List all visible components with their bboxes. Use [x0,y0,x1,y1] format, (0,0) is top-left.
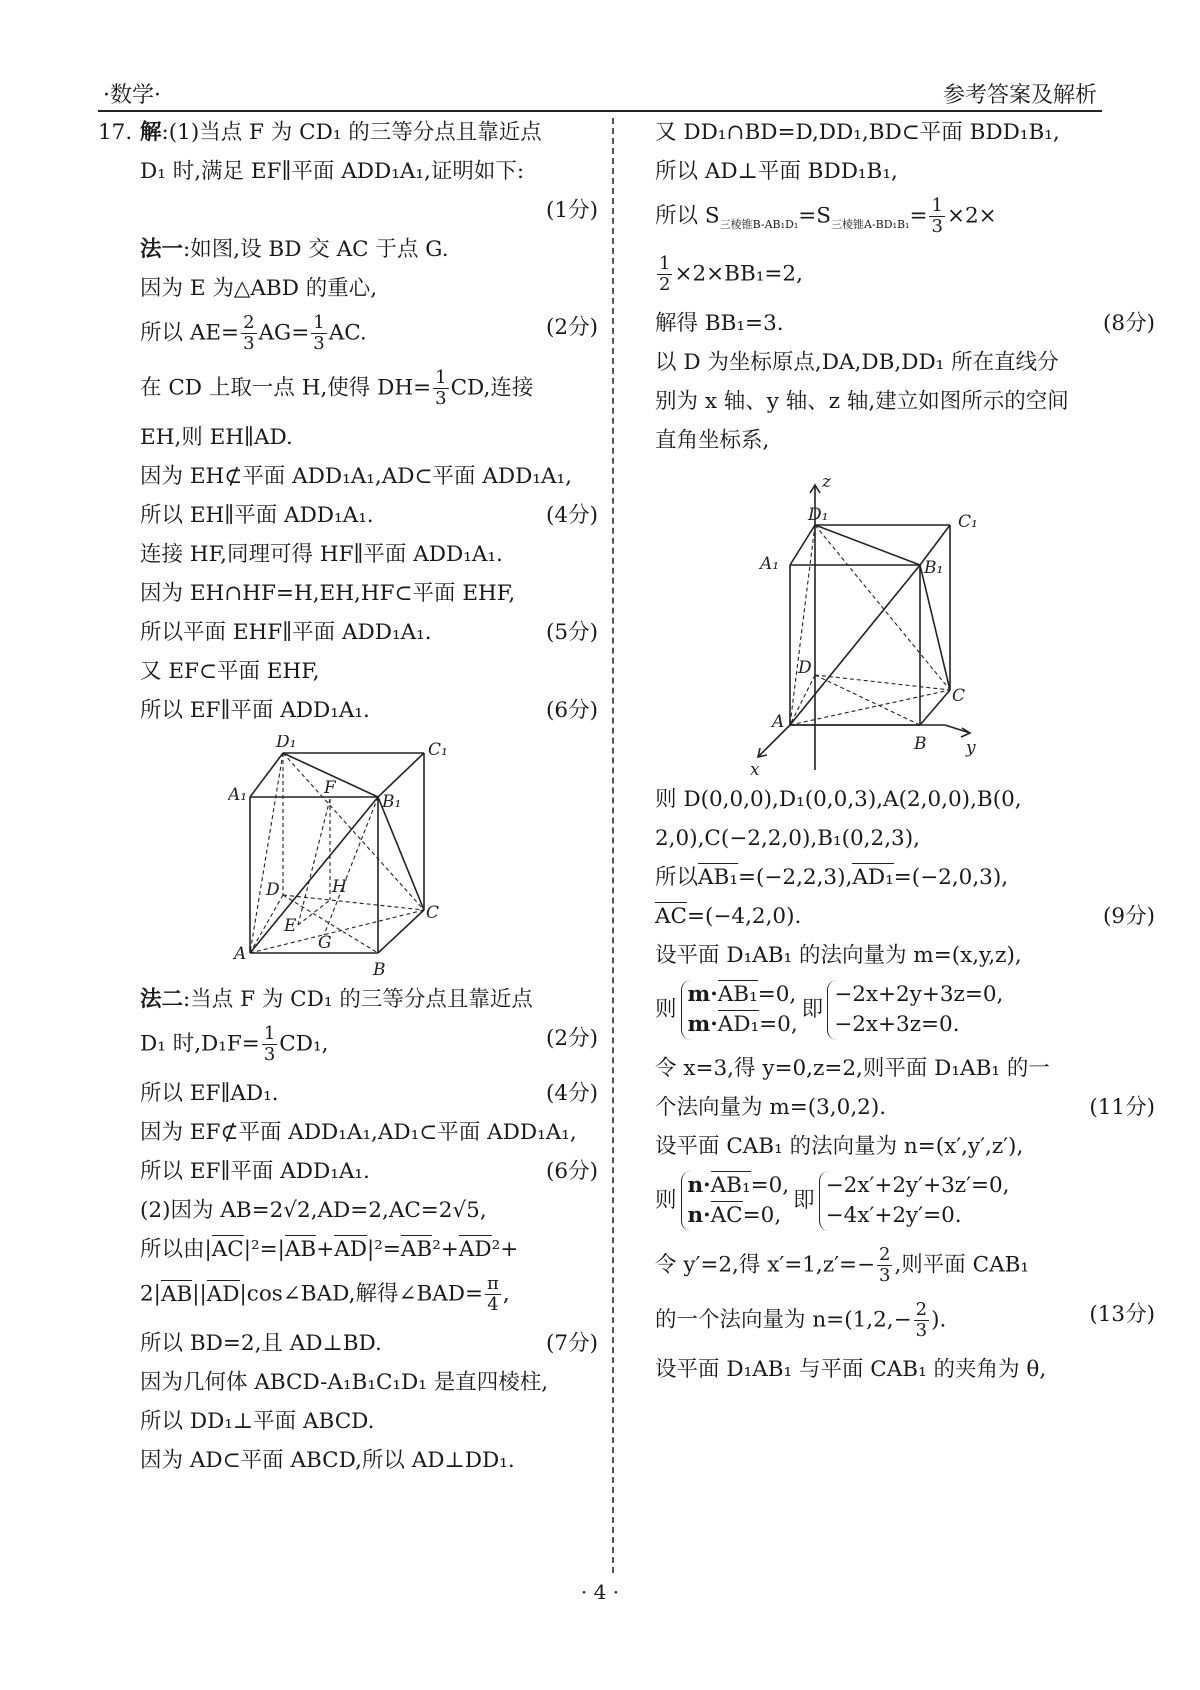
score-mark: (5分) [546,620,598,645]
score-mark: (7分) [546,1331,598,1356]
label-C1: C₁ [958,511,978,532]
edge [790,525,815,565]
equation-system: −2x′+2y′+3z′=0, −4x′+2y′=0. [819,1171,1010,1231]
text-line: 所以 EF∥平面 ADD₁A₁. (6分) [98,1157,598,1187]
text-line: 令 x=3,得 y=0,z=2,则平面 D₁AB₁ 的一 [655,1055,1050,1081]
text-line: 直角坐标系, [655,427,770,453]
page-number: · 4 · [580,1580,620,1604]
text-line: 因为 E 为△ABD 的重心, [140,276,378,301]
method-label: 法二 [140,987,184,1012]
text-line: 17. 解:(1)当点 F 为 CD₁ 的三等分点且靠近点 [98,118,598,148]
text-line: 因为 AD⊂平面 ABCD,所以 AD⊥DD₁. [140,1448,515,1473]
text-line: 令 y′=2,得 x′=1,z′=− $\frac{2}{3}$ ,则平面 CAB₁ [655,1243,1030,1286]
right-column [655,118,1155,1394]
label-F: F [324,778,336,798]
hidden-edge [790,525,815,725]
fraction: $\frac{1}{2}$ [659,252,671,295]
label-y: y [966,737,976,758]
text-line: 因为 EH∩HF=H,EH,HF⊂平面 EHF, [140,581,516,606]
text-line: EH,则 EH∥AD. [140,425,293,450]
fraction: $\frac{1}{3}$ [931,195,943,237]
text-line: 设平面 D₁AB₁ 的法向量为 m=(x,y,z), [655,942,1022,968]
text-line: 所以 $S_{三棱锥B-AB_1D_1}=S_{三棱锥A-BD_1B_1}=$ $\frac{1}{3}$ ×2× [655,195,997,237]
text-line: D₁ 时,满足 EF∥平面 ADD₁A₁,证明如下: [140,159,525,184]
text-line: 法一:如图,设 BD 交 AC 于点 G. [140,237,449,262]
edge [815,525,920,565]
text-line: 所以 AE= $\frac{2}{3}$ AG= $\frac{1}{3}$ AC. (2分) [140,312,598,354]
label-A1: A₁ [760,553,780,574]
text-line: D₁ 时,D₁F= $\frac{1}{3}$ CD₁, (2分) [140,1023,598,1065]
text-line: 别为 x 轴、y 轴、z 轴,建立如图所示的空间 [655,388,1069,414]
text-line: 因为 EH⊄平面 ADD₁A₁,AD⊂平面 ADD₁A₁, [140,464,572,489]
label-A: A [234,944,247,964]
label-D: D [798,657,812,678]
label-G: G [318,933,332,953]
score-mark: (4分) [546,1081,598,1106]
score-mark: (8分) [1103,310,1155,336]
label-A: A [772,711,785,732]
y-axis [945,725,970,733]
header-rule [98,110,1102,112]
hidden-edge [815,675,950,690]
label-B: B [373,960,386,980]
edge [378,797,424,910]
text-line: 所以 EF∥AD₁. (4分) [98,1079,598,1109]
edge [250,753,283,797]
hidden-edge [250,753,283,953]
figure-1-container [98,735,598,985]
coordinate-prism-figure [710,465,990,785]
text-line: 所以 DD₁⊥平面 ABCD. [140,1409,375,1434]
text-line: 所以平面 EHF∥平面 ADD₁A₁. (5分) [98,618,598,648]
text-line: 以 D 为坐标原点,DA,DB,DD₁ 所在直线分 [655,349,1059,375]
text-line: 解得 BB₁=3. (8分) [655,309,1155,339]
text-line: 则 m·AB₁=0, m·AD₁=0, 即 −2x+2y+3z=0, −2x+3z=0. [655,980,1155,1040]
y-arrow [961,728,970,737]
label-C1: C₁ [428,740,448,760]
fraction: $\frac{1}{3}$ [313,312,325,354]
hidden-edge [324,797,378,935]
label-D: D [266,880,280,900]
score-mark: (2分) [546,315,598,340]
question-number: 17. [98,120,133,145]
fraction: $\frac{1}{3}$ [263,1023,276,1065]
edge [378,753,424,797]
label-E: E [284,916,297,936]
text-line: 则 n·AB₁=0, n·AC=0, 即 −2x′+2y′+3z′=0, −4x′+2y′=0. [655,1171,1155,1231]
text-line: 又 DD₁∩BD=D,DD₁,BD⊂平面 BDD₁B₁, [655,120,1060,145]
label-x: x [750,759,760,780]
label-C: C [952,685,966,706]
edge [250,797,378,953]
solution-label: 解 [140,120,162,145]
text-line: 连接 HF,同理可得 HF∥平面 ADD₁A₁. [140,542,503,567]
method-label: 法一 [140,237,184,262]
score-mark: (11分) [1089,1094,1155,1120]
left-column [98,118,598,1485]
label-z: z [822,471,831,492]
score-mark: (9分) [1103,903,1155,929]
text-line: AC=(−4,2,0). (9分) [655,902,1155,932]
text-line: 2|AB||AD|cos∠BAD,解得∠BAD= $\frac{\pi}{4}$ , [140,1273,510,1315]
score-mark: (13分) [1089,1301,1155,1327]
label-A1: A₁ [228,785,248,805]
label-B: B [914,733,927,754]
text-line [98,196,598,226]
text-line: 所以 AD⊥平面 BDD₁B₁, [655,159,898,184]
edge [378,910,424,953]
label-H: H [332,877,347,897]
text-line: 因为几何体 ABCD-A₁B₁C₁D₁ 是直四棱柱, [140,1370,549,1395]
text-line: 的一个法向量为 n=(1,2,− $\frac{2}{3}$ ). (13分) [655,1298,1155,1341]
label-D1: D₁ [276,735,297,752]
score-mark: (4分) [546,503,598,528]
label-B1: B₁ [924,557,944,578]
text-line: 所以AB₁=(−2,2,3),AD₁=(−2,0,3), [655,864,1009,890]
text-line: $\frac{1}{2}$ ×2×BB₁=2, [659,252,803,295]
text-line: (2)因为 AB=2√2,AD=2,AC=2√5, [140,1198,487,1223]
subject-header: ·数学· [103,83,161,108]
score-mark: (2分) [546,1026,598,1051]
score-mark: (6分) [546,698,598,723]
text-line: 法二:当点 F 为 CD₁ 的三等分点且靠近点 [140,987,533,1012]
score-mark: (1分) [546,198,598,223]
label-D1: D₁ [808,504,829,525]
equation-system: −2x+2y+3z=0, −2x+3z=0. [827,980,1003,1040]
text-line: 所以由|AC|²=|AB+AD|²=AB²+AD²+ [140,1237,519,1262]
section-header: 参考答案及解析 [942,83,1097,108]
text-line: 所以 EH∥平面 ADD₁A₁. (4分) [98,501,598,531]
prism-figure-1 [228,735,478,980]
column-divider [612,118,614,1573]
text-line: 个法向量为 m=(3,0,2). (11分) [655,1093,1155,1123]
label-C: C [426,903,440,923]
text-line: 因为 EF⊄平面 ADD₁A₁,AD₁⊂平面 ADD₁A₁, [140,1120,577,1145]
text-line: 2,0),C(−2,2,0),B₁(0,2,3), [655,825,920,851]
equation-system: n·AB₁=0, n·AC=0, [681,1171,790,1231]
text-line: 所以 EF∥平面 ADD₁A₁. (6分) [98,696,598,726]
figure-2-container [655,465,1155,785]
fraction: $\frac{2}{3}$ [243,312,255,354]
score-mark: (6分) [546,1159,598,1184]
hidden-edge [815,675,920,725]
text-line: 则 D(0,0,0),D₁(0,0,3),A(2,0,0),B(0, [655,786,1022,812]
text-line: 又 EF⊂平面 EHF, [140,659,320,684]
hidden-edge [250,895,283,953]
text-line: 设平面 D₁AB₁ 与平面 CAB₁ 的夹角为 θ, [655,1356,1047,1382]
hidden-edge [250,910,424,953]
text-line: 在 CD 上取一点 H,使得 DH= $\frac{1}{3}$ CD,连接 [140,367,534,409]
edge [920,690,950,725]
fraction: $\frac{1}{3}$ [435,367,447,409]
fraction: $\frac{2}{3}$ [879,1243,891,1286]
fraction: $\frac{\pi}{4}$ [487,1273,499,1315]
label-B1: B₁ [382,792,402,812]
equation-system: m·AB₁=0, m·AD₁=0, [681,980,798,1040]
fraction: $\frac{2}{3}$ [915,1298,928,1341]
text-line: 设平面 CAB₁ 的法向量为 n=(x′,y′,z′), [655,1133,1024,1159]
text-line: 所以 BD=2,且 AD⊥BD. (7分) [98,1329,598,1359]
